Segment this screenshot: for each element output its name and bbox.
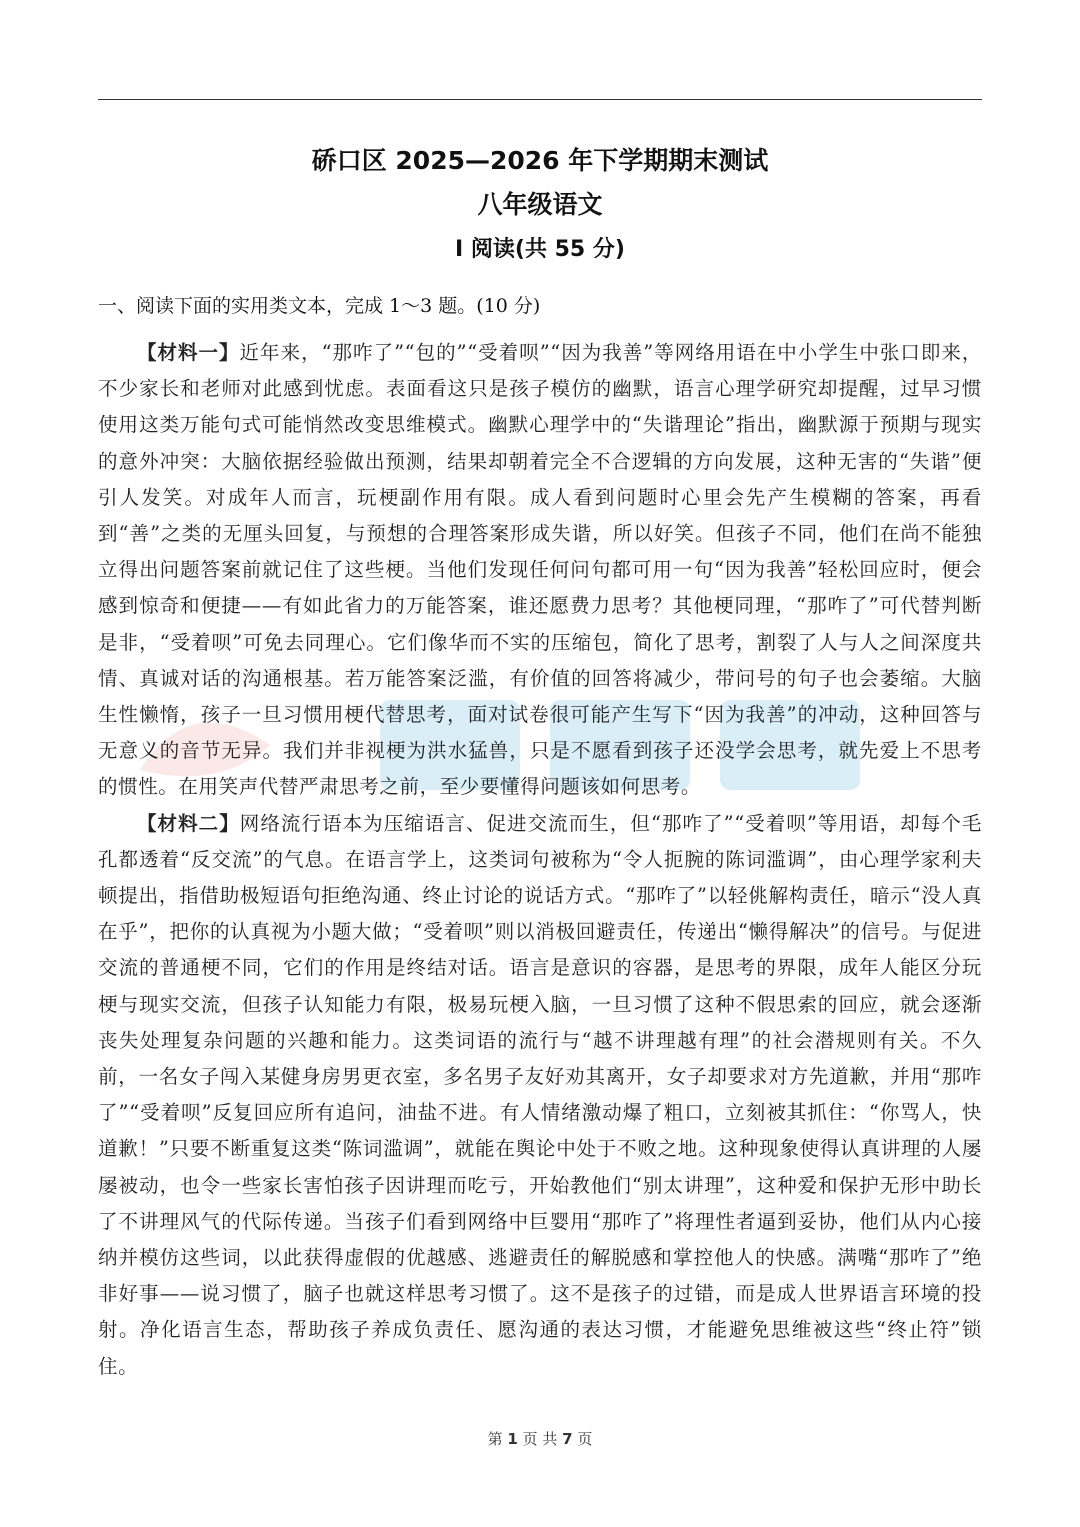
material-2-label: 【材料二】 bbox=[137, 811, 240, 835]
exam-title: 硚口区 2025—2026 年下学期期末测试 bbox=[311, 146, 769, 175]
footer-prefix: 第 bbox=[487, 1430, 503, 1448]
material-1-paragraph bbox=[98, 335, 982, 806]
header-rule bbox=[98, 99, 982, 100]
exam-subtitle: 八年级语文 bbox=[477, 190, 603, 219]
material-1-label: 【材料一】 bbox=[137, 341, 240, 364]
page-footer bbox=[0, 1428, 1080, 1449]
material-1-text: 近年来，“那咋了”“包的”“受着呗”“因为我善”等网络用语在中小学生中张口即来，不少家长和老师对此感到忧虑。表面看这只是孩子模仿的幽默，语言心理学研究却提醒，过早习惯使用这类万能句式可能悄然改变思维模式。幽默心理学中的“失谐理论”指出，幽默源于预期与现实的意外冲突：大脑依据经验做出预测，结果却朝着完全不合逻辑的方向发展，这种无害的“失谐”便引人发笑。对成年人而言，玩梗副作用有限。成人看到问题时心里会先产生模糊的答案，再看到“善”之类的无厘头回复，与预想的合理答案形成失谐，所以好笑。但孩子不同，他们在尚不能独立得出问题答案前就记住了这些梗。当他们发现任何问句都可用一句“因为我善”轻松回应时，便会感到惊奇和便捷——有如此省力的万能答案，谁还愿费力思考？其他梗同理，“那咋了”可代替判断是非，“受着呗”可免去同理心。它们像华而不实的压缩包，简化了思考，割裂了人与人之间深度共情、真诚对话的沟通根基。若万能答案泛滥，有价值的回答将减少，带问号的句子也会萎缩。大脑生性懒惰，孩子一旦习惯用梗代替思考，面对试卷很可能产生写下“因为我善”的冲动，这种回答与无意义的音节无异。我们并非视梗为洪水猛兽，只是不愿看到孩子还没学会思考，就先爱上不思考的惯性。在用笑声代替严肃思考之前，至少要懂得问题该如何思考。 bbox=[98, 341, 982, 799]
material-2-text: 网络流行语本为压缩语言、促进交流而生，但“那咋了”“受着呗”等用语，却每个毛孔都透着“反交流”的气息。在语言学上，这类词句被称为“令人扼腕的陈词滥调”，由心理学家利夫顿提出，指借助极短语句拒绝沟通、终止讨论的说话方式。“那咋了”以轻佻解构责任，暗示“没人真在乎”，把你的认真视为小题大做；“受着呗”则以消极回避责任，传递出“懒得解决”的信号。与促进交流的普通梗不同，它们的作用是终结对话。语言是意识的容器，是思考的界限，成年人能区分玩梗与现实交流，但孩子认知能力有限，极易玩梗入脑，一旦习惯了这种不假思索的回应，就会逐渐丧失处理复杂问题的兴趣和能力。这类词语的流行与“越不讲理越有理”的社会潜规则有关。不久前，一名女子闯入某健身房男更衣室，多名男子友好劝其离开，女子却要求对方先道歉，并用“那咋了”“受着呗”反复回应所有追问，油盐不进。有人情绪激动爆了粗口，立刻被其抓住：“你骂人，快道歉！”只要不断重复这类“陈词滥调”，就能在舆论中处于不败之地。这种现象使得认真讲理的人屡屡被动，也令一些家长害怕孩子因讲理而吃亏，开始教他们“别太讲理”，这种爱和保护无形中助长了不讲理风气的代际传递。当孩子们看到网络中巨婴用“那咋了”将理性者逼到妥协，他们从内心接纳并模仿这些词，以此获得虚假的优越感、逃避责任的解脱感和掌控他人的快感。满嘴“那咋了”绝非好事——说习惯了，脑子也就这样思考习惯了。这不是孩子的过错，而是成人世界语言环境的投射。净化语言生态，帮助孩子养成负责任、愿沟通的表达习惯，才能避免思维被这些“终止符”锁住。 bbox=[98, 811, 982, 1378]
question-prompt: 一、阅读下面的实用类文本，完成 1～3 题。(10 分) bbox=[98, 295, 541, 317]
footer-middle: 页 共 bbox=[522, 1430, 558, 1448]
section-heading: I 阅读(共 55 分) bbox=[455, 237, 625, 262]
page-total: 7 bbox=[562, 1430, 573, 1448]
reading-passage bbox=[98, 335, 982, 1385]
footer-suffix: 页 bbox=[577, 1430, 593, 1448]
material-2-paragraph bbox=[98, 806, 982, 1385]
title-block bbox=[98, 140, 982, 272]
page-number: 1 bbox=[507, 1430, 518, 1448]
